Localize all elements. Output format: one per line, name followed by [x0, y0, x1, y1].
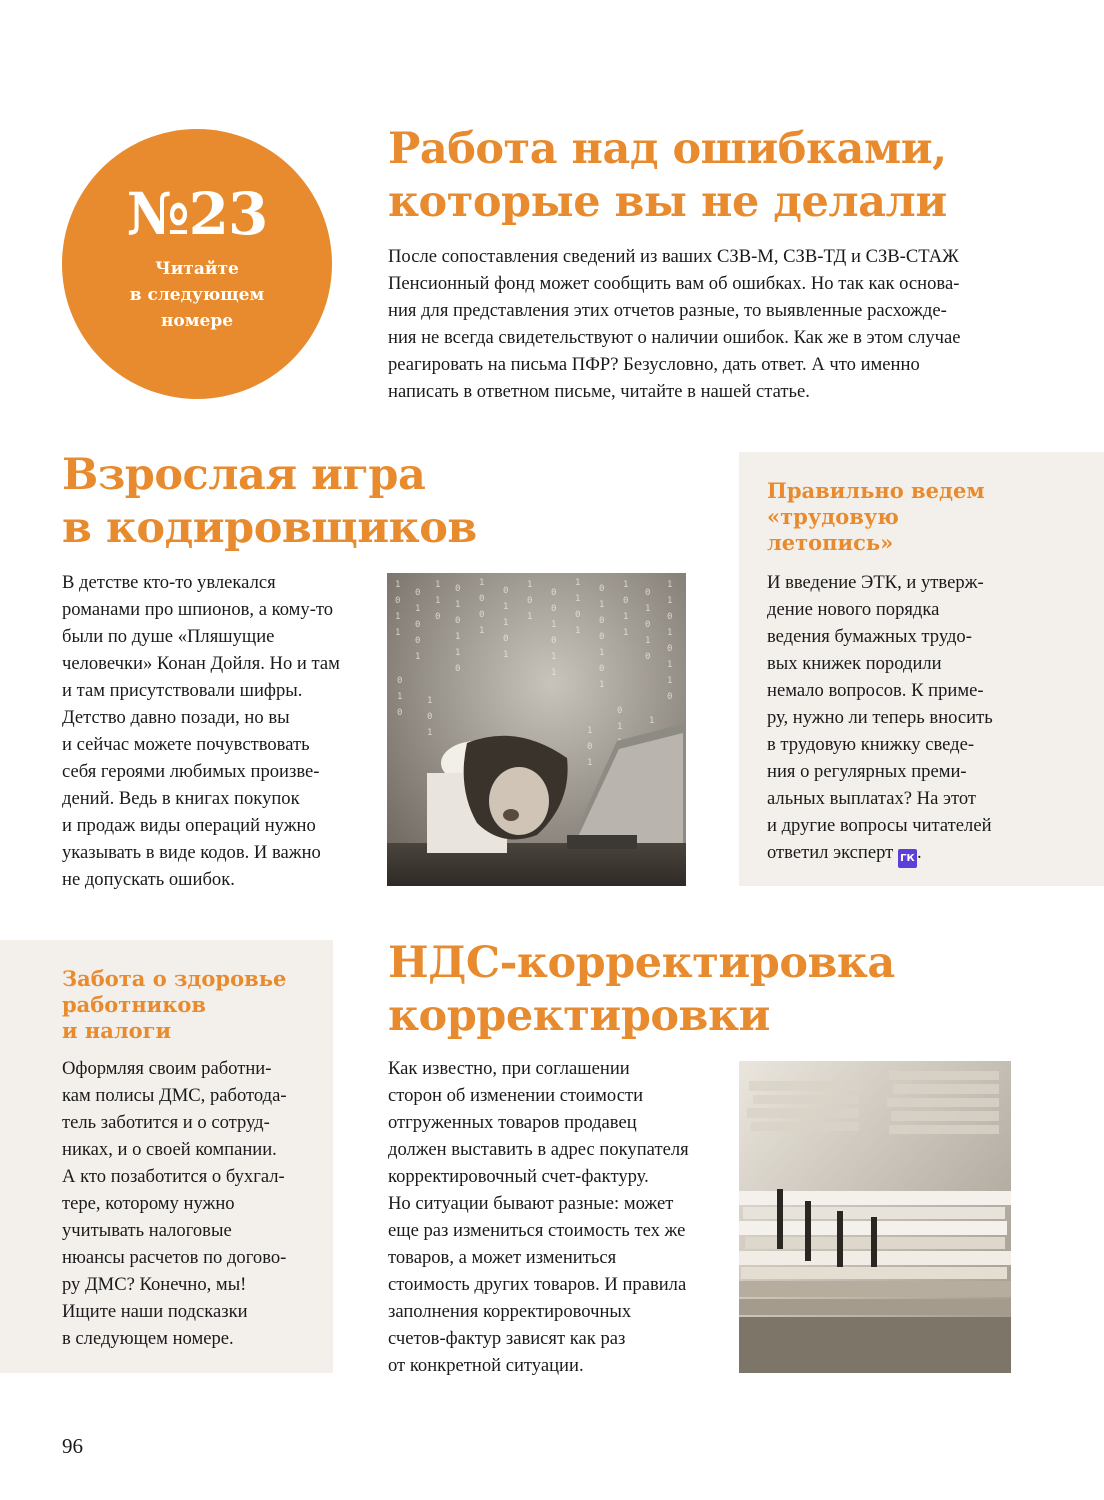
papers-photo-illustration	[739, 1061, 1011, 1373]
article2-body-line: и сейчас можете почувствовать	[62, 734, 310, 755]
sidebar2-body-line: никах, и о своей компании.	[62, 1139, 277, 1160]
article3-body-line: стоимость других товаров. И правила	[388, 1274, 687, 1295]
sidebar2-body-line: учитывать налоговые	[62, 1220, 232, 1241]
svg-text:0: 0	[455, 664, 461, 674]
svg-text:1: 1	[623, 580, 629, 590]
svg-text:1: 1	[395, 580, 401, 590]
article2-body-line: В детстве кто-то увлекался	[62, 572, 276, 593]
svg-text:1: 1	[649, 716, 655, 726]
svg-text:0: 0	[599, 584, 605, 594]
issue-caption	[62, 256, 332, 334]
svg-text:0: 0	[415, 588, 421, 598]
article1-body	[388, 243, 961, 405]
svg-text:1: 1	[667, 676, 673, 686]
article3-body-line: должен выставить в адрес покупателя	[388, 1139, 689, 1160]
article1-body-line: После сопоставления сведений из ваших СЗВ-М, СЗВ-ТД и СЗВ-СТАЖ	[388, 246, 959, 267]
article3-body-line: от конкретной ситуации.	[388, 1355, 584, 1376]
svg-text:0: 0	[435, 612, 441, 622]
svg-text:0: 0	[395, 596, 401, 606]
svg-text:0: 0	[599, 632, 605, 642]
article2-body-line: дений. Ведь в книгах покупок	[62, 788, 300, 809]
svg-text:1: 1	[479, 626, 485, 636]
sidebar2-title-line: и налоги	[62, 1018, 172, 1043]
article2-body-line: указывать в виде кодов. И важно	[62, 842, 321, 863]
article2-body-line: Детство давно позади, но вы	[62, 707, 290, 728]
article2-body-line: были по душе «Пляшущие	[62, 626, 275, 647]
svg-text:1: 1	[575, 626, 581, 636]
sidebar1-body-line: ру, нужно ли теперь вносить	[767, 707, 993, 728]
sidebar2-body-line: кам полисы ДМС, работода-	[62, 1085, 287, 1106]
article1-body-line: ния для представления этих отчетов разные, то выявленные расхожде-	[388, 300, 947, 321]
article3-body-line: отгруженных товаров продавец	[388, 1112, 637, 1133]
svg-text:1: 1	[551, 620, 557, 630]
svg-text:1: 1	[479, 578, 485, 588]
svg-text:1: 1	[455, 632, 461, 642]
sidebar1-title-line: Правильно ведем	[767, 478, 985, 503]
svg-text:0: 0	[551, 636, 557, 646]
sidebar2-body-line: нюансы расчетов по догово-	[62, 1247, 287, 1268]
svg-text:0: 0	[623, 596, 629, 606]
article3-body-line: Но ситуации бывают разные: может	[388, 1193, 674, 1214]
sidebar2-body	[62, 1055, 287, 1352]
sidebar1-title-line: «трудовую	[767, 504, 899, 529]
publisher-logo-icon: ГК	[898, 849, 917, 868]
sidebar2-body-line: ру ДМС? Конечно, мы!	[62, 1274, 247, 1295]
sidebar1-body-line: в трудовую книжку сведе-	[767, 734, 975, 755]
svg-text:1: 1	[455, 600, 461, 610]
svg-text:0: 0	[479, 594, 485, 604]
sidebar1-body-line: и другие вопросы читателей	[767, 815, 992, 836]
article2-title-line: в кодировщиков	[62, 503, 477, 553]
sidebar1-title-line: летопись»	[767, 530, 894, 555]
svg-text:1: 1	[551, 668, 557, 678]
article2-title-line: Взрослая игра	[62, 450, 426, 500]
svg-text:0: 0	[645, 588, 651, 598]
svg-text:1: 1	[587, 726, 593, 736]
svg-text:1: 1	[503, 602, 509, 612]
article1-title-line: Работа над ошибками,	[388, 124, 947, 174]
article1-body-line: Пенсионный фонд может сообщить вам об ошибках. Но так как основа-	[388, 273, 960, 294]
svg-text:0: 0	[645, 652, 651, 662]
sidebar2-body-line: тель заботится и о сотруд-	[62, 1112, 270, 1133]
svg-text:1: 1	[587, 758, 593, 768]
article1-body-line: написать в ответном письме, читайте в нашей статье.	[388, 381, 810, 402]
svg-text:1: 1	[427, 728, 433, 738]
svg-text:1: 1	[455, 648, 461, 658]
svg-text:0: 0	[667, 612, 673, 622]
article3-title	[388, 937, 895, 1043]
svg-text:0: 0	[427, 712, 433, 722]
article2-body-line: себя героями любимых произве-	[62, 761, 320, 782]
article3-body-line: заполнения корректировочных	[388, 1301, 632, 1322]
svg-text:0: 0	[551, 588, 557, 598]
sidebar2-body-line: А кто позаботится о бухгал-	[62, 1166, 285, 1187]
svg-text:1: 1	[415, 652, 421, 662]
svg-text:1: 1	[599, 680, 605, 690]
sidebar1-last-line	[767, 839, 993, 868]
svg-text:1: 1	[395, 612, 401, 622]
sidebar1-body-line: вых книжек породили	[767, 653, 942, 674]
svg-text:1: 1	[645, 636, 651, 646]
svg-text:0: 0	[527, 596, 533, 606]
sidebar2-title-line: работников	[62, 992, 207, 1017]
article3-body-line: еще раз измениться стоимость тех же	[388, 1220, 686, 1241]
coder-photo-illustration	[387, 573, 686, 886]
sidebar2-body-line: в следующем номере.	[62, 1328, 234, 1349]
article3-body	[388, 1055, 689, 1379]
article1-title	[388, 123, 947, 229]
svg-text:0: 0	[645, 620, 651, 630]
article1-body-line: реагировать на письма ПФР? Безусловно, дать ответ. А что именно	[388, 354, 920, 375]
sidebar1-body-line: ведения бумажных трудо-	[767, 626, 972, 647]
svg-text:0: 0	[503, 586, 509, 596]
sidebar2-body-line: Оформляя своим работни-	[62, 1058, 272, 1079]
svg-text:0: 0	[587, 742, 593, 752]
svg-text:1: 1	[435, 580, 441, 590]
svg-text:1: 1	[617, 722, 623, 732]
article3-title-line: НДС-корректировка	[388, 938, 895, 988]
svg-text:0: 0	[455, 584, 461, 594]
sidebar1-title	[767, 478, 985, 556]
sidebar1-body-line: альных выплатах? На этот	[767, 788, 977, 809]
svg-text:0: 0	[667, 692, 673, 702]
issue-badge	[62, 129, 332, 399]
svg-text:1: 1	[623, 628, 629, 638]
svg-text:0: 0	[479, 610, 485, 620]
svg-text:1: 1	[435, 596, 441, 606]
svg-text:1: 1	[599, 648, 605, 658]
svg-text:0: 0	[415, 620, 421, 630]
issue-number: №23	[126, 180, 268, 248]
sidebar1-last-line-end: .	[916, 842, 922, 863]
svg-text:1: 1	[503, 618, 509, 628]
svg-text:0: 0	[397, 708, 403, 718]
svg-text:1: 1	[415, 604, 421, 614]
svg-text:1: 1	[575, 594, 581, 604]
svg-text:0: 0	[575, 610, 581, 620]
svg-text:1: 1	[645, 604, 651, 614]
article3-body-line: счетов-фактур зависят как раз	[388, 1328, 626, 1349]
issue-caption-line: номере	[160, 311, 234, 331]
svg-text:0: 0	[599, 664, 605, 674]
svg-text:1: 1	[575, 578, 581, 588]
article2-body-line: и там присутствовали шифры.	[62, 680, 303, 701]
svg-text:0: 0	[397, 676, 403, 686]
article1-title-line: которые вы не делали	[388, 177, 947, 227]
svg-text:1: 1	[527, 612, 533, 622]
page-number: 96	[62, 1434, 83, 1458]
article2-body-line: не допускать ошибок.	[62, 869, 235, 890]
svg-text:1: 1	[667, 580, 673, 590]
svg-text:1: 1	[599, 600, 605, 610]
svg-text:0: 0	[551, 604, 557, 614]
article2-body	[62, 569, 340, 893]
svg-text:0: 0	[599, 616, 605, 626]
article3-body-line: сторон об изменении стоимости	[388, 1085, 644, 1106]
sidebar1-body-line: И введение ЭТК, и утверж-	[767, 572, 984, 593]
svg-text:1: 1	[551, 652, 557, 662]
sidebar2-body-line: Ищите наши подсказки	[62, 1301, 248, 1322]
svg-text:0: 0	[667, 644, 673, 654]
svg-text:1: 1	[667, 628, 673, 638]
issue-caption-line: в следующем	[129, 285, 265, 305]
svg-text:1: 1	[395, 628, 401, 638]
sidebar1-body	[767, 569, 993, 868]
article2-title	[62, 449, 477, 555]
svg-text:1: 1	[503, 650, 509, 660]
article3-body-line: Как известно, при соглашении	[388, 1058, 630, 1079]
sidebar1-body-line: немало вопросов. К приме-	[767, 680, 984, 701]
article3-body-line: корректировочный счет-фактуру.	[388, 1166, 649, 1187]
sidebar2-body-line: тере, которому нужно	[62, 1193, 235, 1214]
article1-body-line: ния не всегда свидетельствуют о наличии ошибок. Как же в этом случае	[388, 327, 961, 348]
article2-body-line: и продаж виды операций нужно	[62, 815, 316, 836]
svg-text:1: 1	[667, 596, 673, 606]
article3-body-line: товаров, а может измениться	[388, 1247, 617, 1268]
svg-text:0: 0	[415, 636, 421, 646]
sidebar2-title-line: Забота о здоровье	[62, 966, 287, 991]
issue-caption-line: Читайте	[155, 259, 239, 279]
svg-text:1: 1	[623, 612, 629, 622]
sidebar1-body-line: ния о регулярных преми-	[767, 761, 967, 782]
svg-text:0: 0	[503, 634, 509, 644]
svg-text:1: 1	[427, 696, 433, 706]
sidebar1-last-line-text: ответил эксперт	[767, 842, 898, 863]
article3-title-line: корректировки	[388, 991, 770, 1041]
svg-text:1: 1	[397, 692, 403, 702]
svg-text:1: 1	[667, 660, 673, 670]
sidebar2-title	[62, 966, 286, 1044]
svg-text:0: 0	[455, 616, 461, 626]
svg-text:0: 0	[617, 706, 623, 716]
papers-photo	[739, 1061, 1011, 1373]
article2-body-line: человечки» Конан Дойля. Но и там	[62, 653, 340, 674]
svg-text:1: 1	[527, 580, 533, 590]
sidebar1-body-line: дение нового порядка	[767, 599, 940, 620]
coder-photo	[387, 573, 686, 886]
article2-body-line: романами про шпионов, а кому-то	[62, 599, 334, 620]
